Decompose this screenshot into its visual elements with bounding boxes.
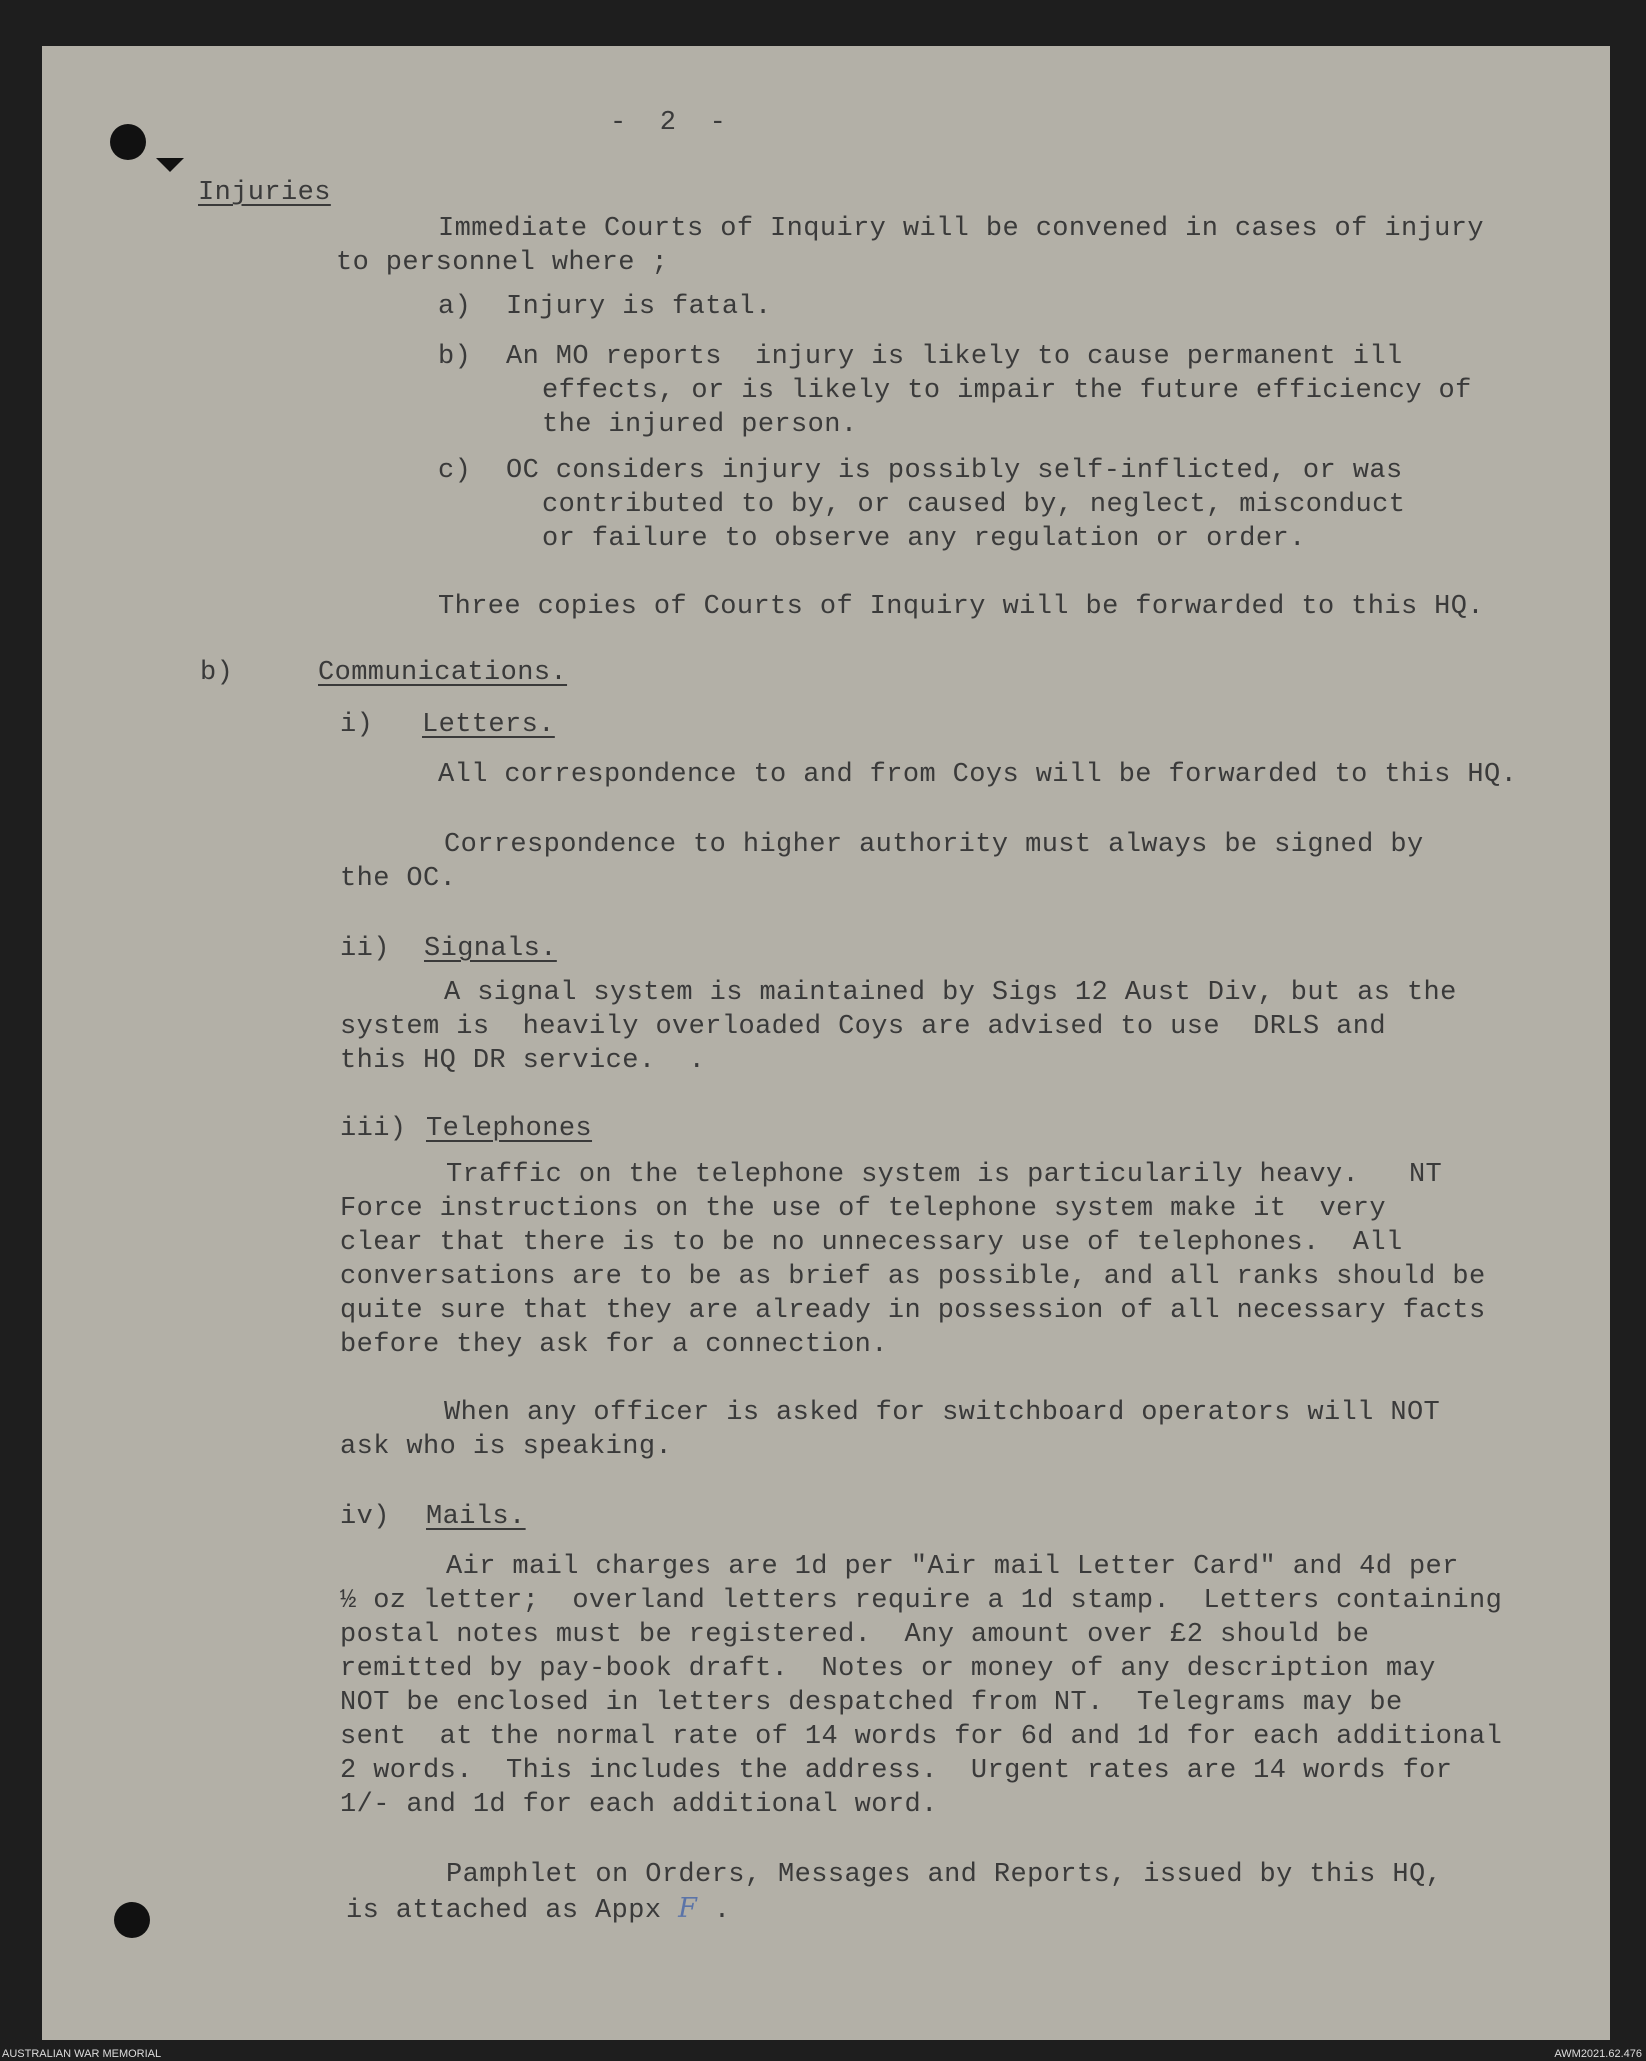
- signals-text: system is heavily overloaded Coys are advised to use DRLS and: [340, 1012, 1386, 1042]
- telephones-text: ask who is speaking.: [340, 1432, 673, 1462]
- signals-text: this HQ DR service. .: [340, 1046, 706, 1076]
- punch-hole-top: [110, 124, 146, 160]
- footer-institution: AUSTRALIAN WAR MEMORIAL: [2, 2048, 162, 2060]
- injury-condition-c: or failure to observe any regulation or order.: [542, 524, 1306, 554]
- pamphlet-text: Pamphlet on Orders, Messages and Reports, issued by this HQ,: [446, 1860, 1443, 1890]
- footer-accession-number: AWM2021.62.476: [1554, 2048, 1642, 2060]
- letters-text: All correspondence to and from Coys will be forwarded to this HQ.: [438, 760, 1518, 790]
- corner-mark: [156, 158, 184, 172]
- mails-heading: Mails.: [426, 1502, 526, 1532]
- injury-condition-b: An MO reports injury is likely to cause permanent ill: [506, 342, 1403, 372]
- telephones-text: Traffic on the telephone system is particularily heavy. NT: [446, 1160, 1443, 1190]
- mails-text: 1/- and 1d for each additional word.: [340, 1790, 938, 1820]
- subsection-label: i): [340, 710, 374, 740]
- section-label: b): [200, 658, 234, 688]
- injury-condition-b: effects, or is likely to impair the future efficiency of: [542, 376, 1472, 406]
- subsection-label: iii): [340, 1114, 407, 1144]
- mails-text: remitted by pay-book draft. Notes or money of any description may: [340, 1654, 1436, 1684]
- telephones-text: conversations are to be as brief as possible, and all ranks should be: [340, 1262, 1486, 1292]
- injury-condition-c: contributed to by, or caused by, neglect, misconduct: [542, 490, 1406, 520]
- subsection-label: iv): [340, 1502, 390, 1532]
- mails-text: sent at the normal rate of 14 words for 6d and 1d for each additional: [340, 1722, 1503, 1752]
- telephones-heading: Telephones: [426, 1114, 593, 1144]
- injury-condition-b: the injured person.: [542, 410, 858, 440]
- handwritten-appx-letter: F: [678, 1893, 698, 1924]
- pamphlet-text-suffix: .: [713, 1896, 731, 1926]
- page-number: - 2 -: [610, 108, 727, 138]
- item-label: b): [438, 342, 472, 372]
- telephones-text: before they ask for a connection.: [340, 1330, 888, 1360]
- mails-text: ½ oz letter; overland letters require a 1d stamp. Letters containing: [340, 1586, 1503, 1616]
- injury-condition-c: OC considers injury is possibly self-inflicted, or was: [506, 456, 1403, 486]
- telephones-text: When any officer is asked for switchboard operators will NOT: [444, 1398, 1441, 1428]
- copies-note: Three copies of Courts of Inquiry will be forwarded to this HQ.: [438, 592, 1484, 622]
- mails-text: NOT be enclosed in letters despatched from NT. Telegrams may be: [340, 1688, 1403, 1718]
- letters-text: Correspondence to higher authority must always be signed by: [444, 830, 1424, 860]
- letters-heading: Letters.: [422, 710, 555, 740]
- pamphlet-text: [346, 1892, 730, 1928]
- mails-text: 2 words. This includes the address. Urgent rates are 14 words for: [340, 1756, 1453, 1786]
- item-label: c): [438, 456, 472, 486]
- signals-heading: Signals.: [424, 934, 557, 964]
- telephones-text: quite sure that they are already in possession of all necessary facts: [340, 1296, 1486, 1326]
- signals-text: A signal system is maintained by Sigs 12 Aust Div, but as the: [444, 978, 1457, 1008]
- injuries-heading: Injuries: [198, 178, 331, 208]
- letters-text: the OC.: [340, 864, 457, 894]
- subsection-label: ii): [340, 934, 390, 964]
- item-label: a): [438, 292, 472, 322]
- telephones-text: Force instructions on the use of telephone system make it very: [340, 1194, 1386, 1224]
- mails-text: Air mail charges are 1d per "Air mail Letter Card" and 4d per: [446, 1552, 1459, 1582]
- mails-text: postal notes must be registered. Any amount over £2 should be: [340, 1620, 1370, 1650]
- injury-condition-a: Injury is fatal.: [506, 292, 772, 322]
- communications-heading: Communications.: [318, 658, 568, 688]
- injuries-intro-line: Immediate Courts of Inquiry will be convened in cases of injury: [438, 214, 1484, 244]
- pamphlet-text-prefix: is attached as Appx: [346, 1896, 662, 1926]
- telephones-text: clear that there is to be no unnecessary use of telephones. All: [340, 1228, 1403, 1258]
- injuries-intro-line: to personnel where ;: [336, 248, 669, 278]
- punch-hole-bottom: [114, 1902, 150, 1938]
